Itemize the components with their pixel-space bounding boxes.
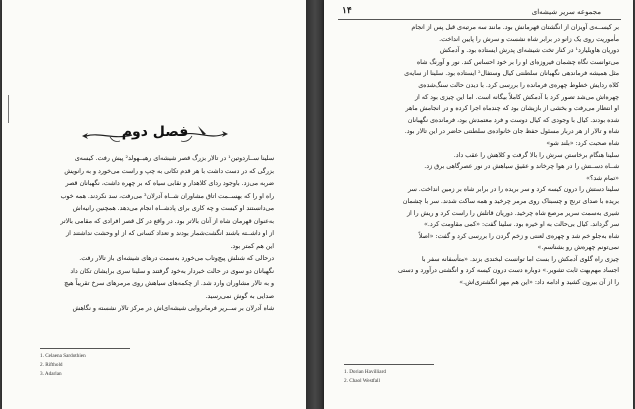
- text-line: شاه به‌جلو خم شد و چهره‌ی لعنتی و زخم گردن را بررسی کرد و گفت: «اصلاً: [418, 232, 619, 240]
- text-line: شیری به‌سمت سریر مرصع شاه چرخید. دوریان قاتلش را راست کرد و ریش را از: [406, 209, 619, 217]
- text-line: مثل همیشه فرماندهی نگهبانان سلطنتی کیال وستفال² ایستاده بود. سلینا از سایه‌ی: [404, 70, 619, 78]
- running-head-title: مجموعه سریر شیشه‌ای: [531, 8, 601, 16]
- text-line: از او داشــته باشند انگشت‌شمار بودند و تعداد کسانی که از او وحشت نداشتند از: [66, 230, 274, 237]
- chapter-heading: [80, 118, 230, 152]
- footnote-rule: [40, 348, 130, 349]
- text-line: بر کیســه‌ی آویزان از انگشتان قهرمانش بود. مانند سه مرتبه‌ی قبل پس از انجام: [411, 24, 619, 31]
- text-line: و به تالار مشاوران وارد شد. از چکمه‌های سیاهش روی مرمرهای سرخ تقریباً هیچ: [64, 280, 274, 287]
- text-line: کلاه ردایش خطوط چهره‌ی فرمانده را بررسی کرد. با دیدن حالت سنگ‌شده‌ی: [418, 81, 619, 89]
- chapter-title: فصل دوم: [121, 124, 189, 140]
- running-header: [338, 6, 621, 20]
- text-line: سر گرداند. کیال بی‌حالت به او خیره بود. سلینا گفت: «کمی مقاومت کرد.»: [424, 221, 619, 229]
- text-line: سلینا ســاردوتین¹ در تالار بزرگ قصر شیشه‌ای رهبــهولد² پیش رفت. کیسه‌ی: [74, 155, 274, 162]
- book-gutter: [306, 0, 324, 409]
- footnote: 2. Rifthold: [40, 362, 63, 368]
- right-footnotes: [344, 368, 386, 386]
- text-line: مأموریت روی یک زانو در برابر شاه نشست و سرش را پایین انداخت.: [439, 35, 619, 43]
- left-page: [2, 0, 306, 409]
- text-line: به‌عنوان قهرمان شاه از آنان بالاتر بود. در واقع در کل قصر افرادی که مقامی بالاتر: [60, 217, 274, 225]
- text-line: چهره‌اش می‌شد تصور کرد با آدمکش کاملاً بیگانه است. اما این چیزی بود که از: [414, 93, 619, 101]
- right-page: [324, 0, 633, 409]
- margin-mark: [8, 95, 9, 123]
- text-line: شاه و تالار از هر دربار مسئول حفظ جان خانواده‌ی سلطنتی حاضر در این تالار بود.: [404, 128, 619, 136]
- text-line: چیزی راه گلوی آدمکش را بست اما توانست لبخندی بزند. «متأسفانه سفر با: [421, 255, 619, 263]
- text-line: سلینا دستش را درون کیسه کرد و سر بریده را در برابر شاه بر زمین انداخت. سر: [407, 186, 619, 194]
- text-line: شده بودند. کیال با وجودی که کیال دوست و فرد معتمدش بود، فرمانده‌ی نگهبانان: [407, 116, 619, 124]
- header-rule: [338, 19, 621, 20]
- text-line: اجساد مهم‌بهت ثابت تشویر.» دوباره دست درون کیسه کرد و انگشتی درآورد و دستی: [398, 267, 619, 275]
- text-line: صدایی به گوش نمی‌رسید.: [205, 292, 274, 300]
- text-line: نمی‌تونم چهره‌ش رو بشناسم.»: [537, 244, 619, 252]
- text-line: دوریان هاویلیارد¹ در کنار تخت شیشه‌ای پدرش ایستاده بود. و آدمکش: [439, 47, 619, 55]
- text-line: بریده با صدای ترنج و چسبناک روی مرمر چرخید و همه ساکت شدند. سر با چشمان: [402, 197, 619, 205]
- text-line: شاه آدرلان بر ســریر فرمانروایی شیشه‌ای‌اش در مرکز تالار نشسته و نگاهش: [72, 305, 274, 312]
- left-body-text: [40, 153, 274, 316]
- text-line: نگهبانان دو سوی در حالت خبردار به‌خود گرفتند و سلینا سری برایشان تکان داد: [70, 267, 274, 275]
- text-line: درحالی که شنلش پیچ‌وتاب می‌خورد به‌سمت درهای شیشه‌ای باز تالار رفت.: [79, 255, 274, 262]
- text-line: می‌دانستند او کیست و چه کاری برای پادشــاه انجام می‌دهد. همچنین رانیه‌اش: [72, 205, 274, 212]
- text-line: می‌توانست نگاه چشمان فیروزه‌ای او را بر خود احساس کند. نور و آورنگ شاه: [416, 58, 619, 66]
- text-line: او انتظار می‌رفت و بخشی از بازیشان بود که چندماه اجرا کرده و در انجامش ماهر: [405, 105, 619, 113]
- text-line: «تمام شد؟»: [586, 174, 619, 182]
- text-line: شاه صحبت کرد: «بلند شو»: [546, 139, 619, 147]
- text-line: بزرگی که در دست داشت با هر قدم تکانی به چپ و راست می‌خورد و به رانویش: [64, 167, 274, 175]
- text-line: سلینا هنگام برخاستن سرش را بالا گرفت و کلاهش را عقب داد.: [453, 151, 619, 159]
- text-line: ضربه می‌زد. باوجود ردای کلاهدار و نقابی سیاه که بر چهره داشت، نگهبانان قصر: [65, 180, 274, 187]
- text-line: را از آن بیرون کشید و ادامه داد: «این هم مهر انگشتری‌اش.»: [459, 279, 619, 287]
- page-number: ۱۴: [342, 6, 352, 16]
- footnote-rule: [344, 364, 434, 365]
- text-line: شــاه دســتش را در هوا چرخاند و عقیق سیاهش در نور عصرگاهی برق زد.: [424, 163, 619, 171]
- text-line: این هم کمتر بود.: [230, 242, 274, 250]
- text-line: راه او را که بهســمت اتاق مشاوران شــاه آدرلان³ می‌رفت، سد نکردند. همه خوب: [60, 192, 274, 200]
- footnote: 3. Adarlan: [40, 371, 62, 377]
- left-footnotes: [40, 352, 86, 379]
- footnote: 1. Dorian Havilliard: [344, 369, 386, 375]
- right-body-text: [342, 22, 619, 289]
- footnote: 2. Chaol Westfall: [344, 378, 380, 384]
- footnote: 1. Celaena Sardothien: [40, 353, 86, 359]
